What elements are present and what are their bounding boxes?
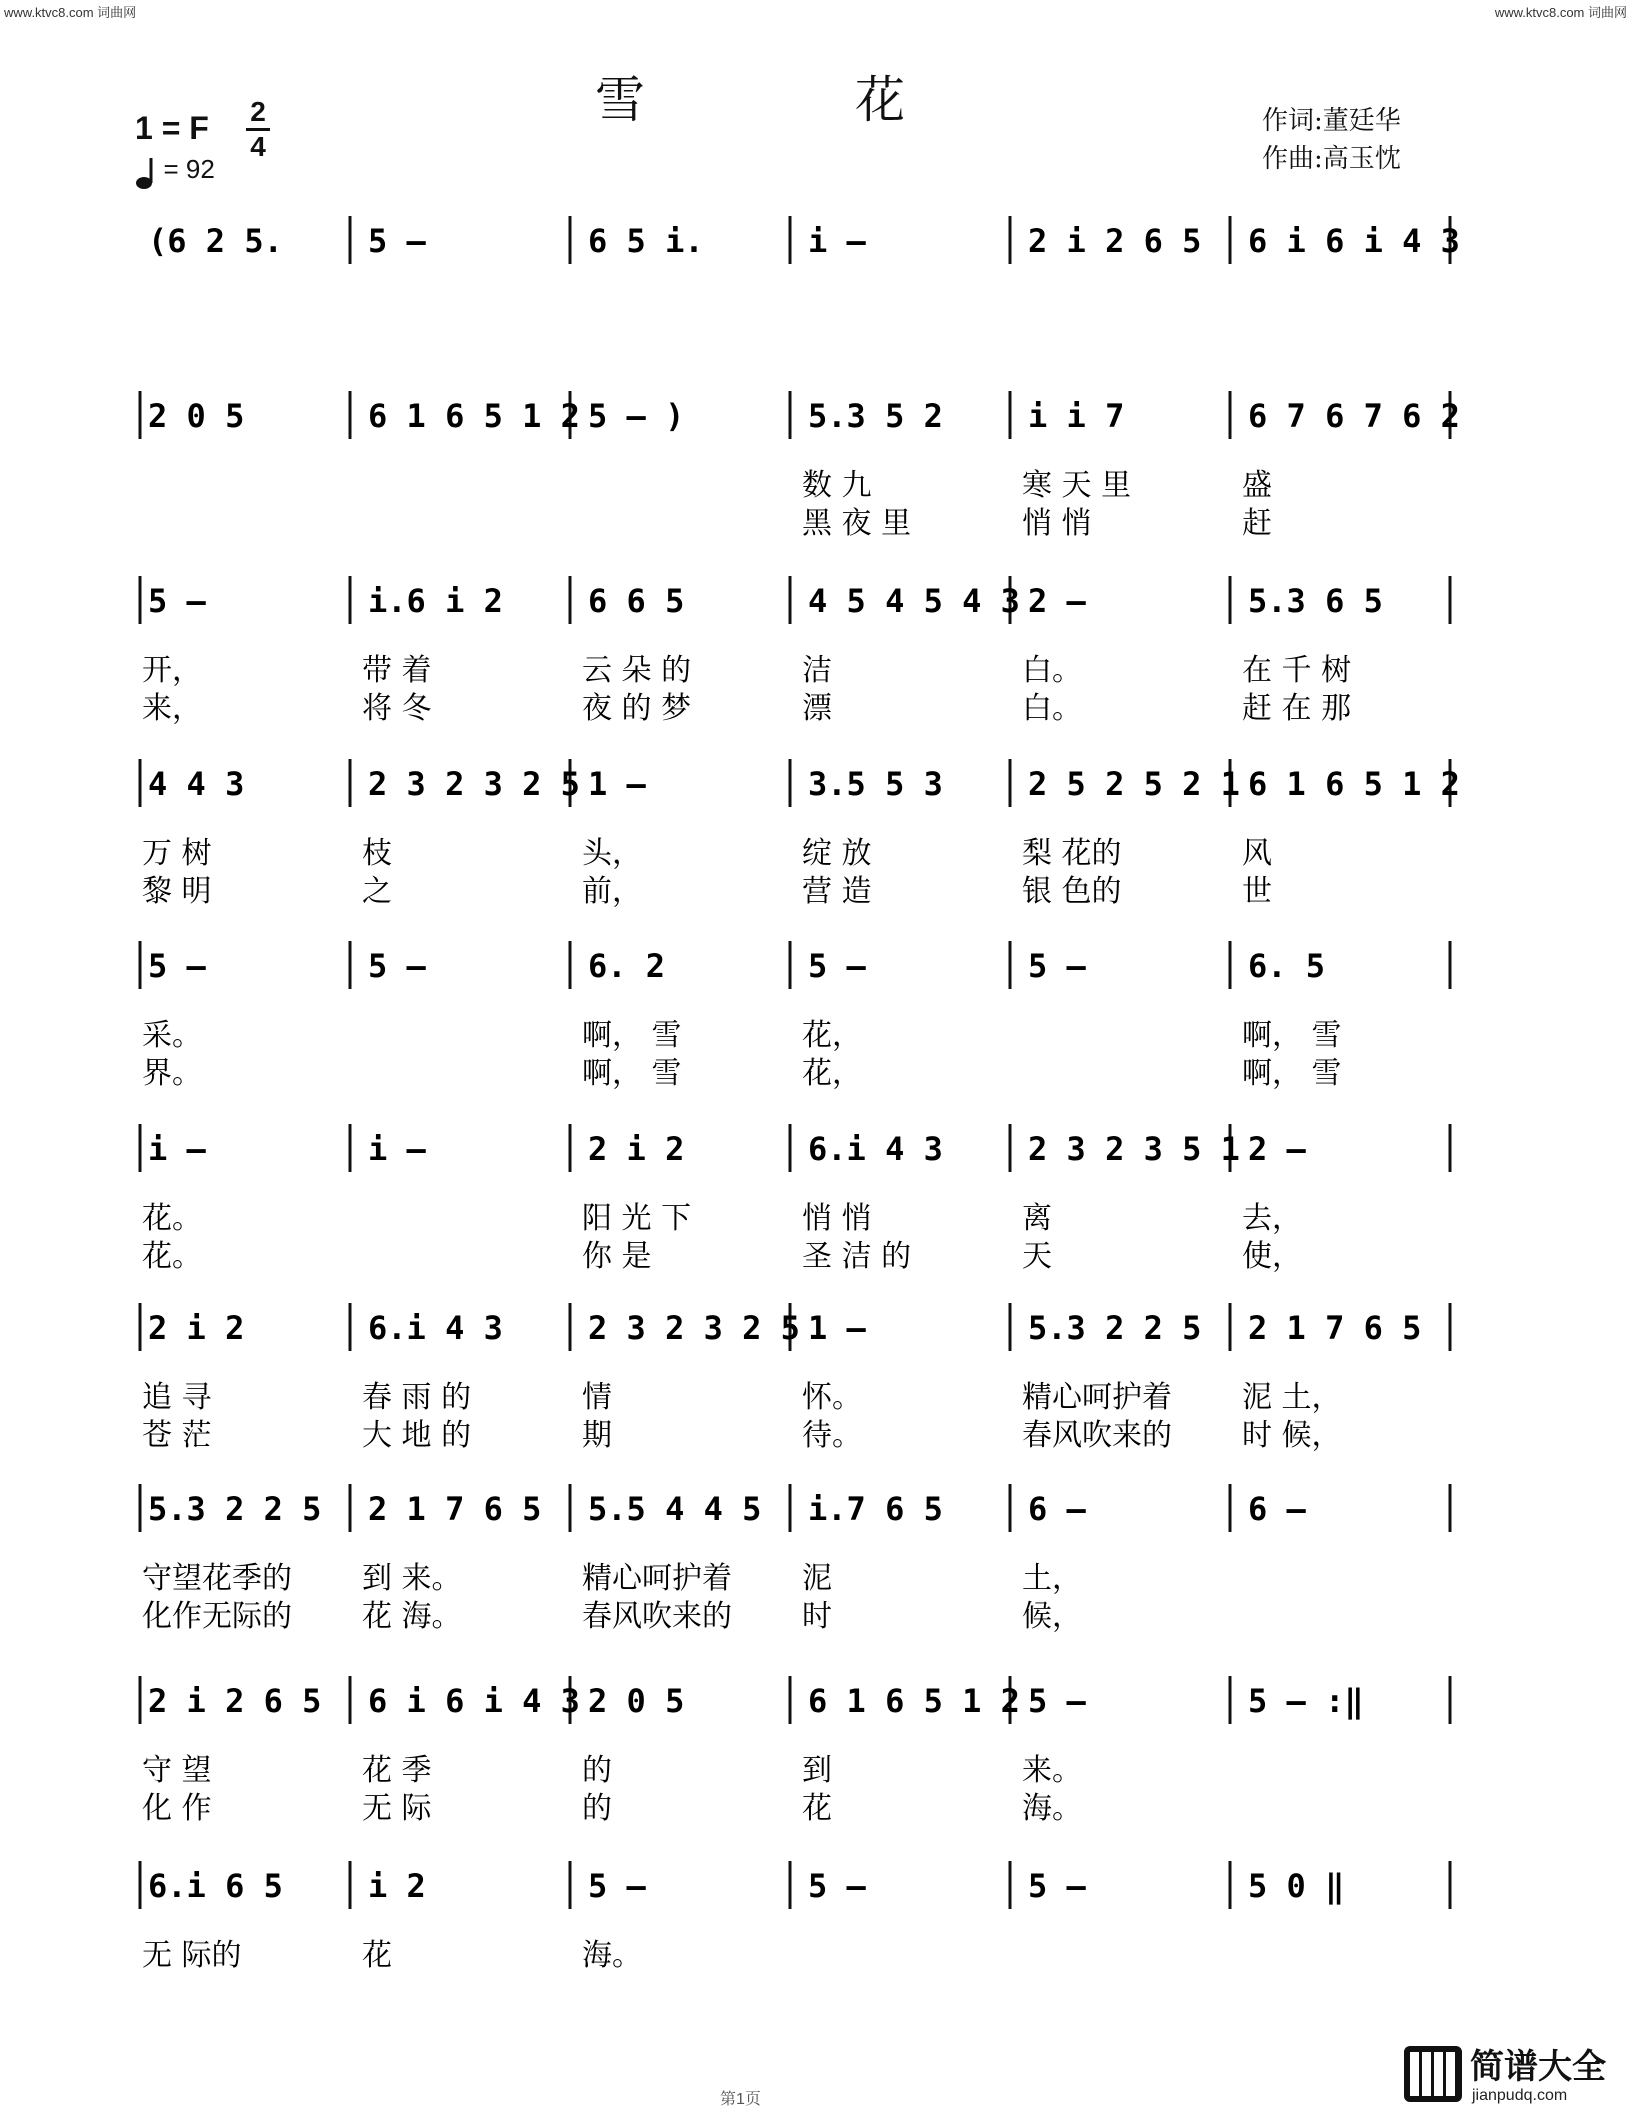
lyric-text: 天 [1022, 1239, 1052, 1274]
lyric-text: 泥 土， [1242, 1380, 1342, 1415]
lyric-text: 离 [1022, 1201, 1052, 1236]
lyric-text: 待。 [802, 1418, 862, 1453]
measure-notes: 2 1 7 6 5 [368, 1490, 542, 1528]
page-number: 第1页 [720, 2091, 761, 2108]
measure-notes: 4 5 4 5 4 3 [808, 582, 1020, 620]
measure-notes: 6.i 4 3 [368, 1309, 503, 1347]
lyric-text: 花。 [142, 1201, 202, 1236]
lyric-text: 守 望 [142, 1753, 212, 1788]
lyric-text: 世 [1242, 874, 1272, 909]
lyric-text: 春 雨 的 [362, 1380, 472, 1415]
measure-notes: (6 2 5. [148, 222, 283, 260]
score-line [140, 391, 1460, 541]
measure-notes: i – [808, 222, 866, 260]
measure-notes: 6. 5 [1248, 947, 1326, 985]
measure-notes: i – [148, 1130, 206, 1168]
lyric-text: 阳 光 下 [582, 1201, 692, 1236]
lyric-text: 风 [1242, 836, 1272, 871]
measure-notes: 5 – [1028, 1867, 1086, 1905]
lyric-text: 海。 [1022, 1791, 1082, 1826]
measure-notes: 2 3 2 3 2 5 [368, 765, 580, 803]
logo-name: 简谱大全 [1470, 2047, 1606, 2087]
lyric-text: 候， [1022, 1599, 1082, 1634]
lyric-text: 洁 [802, 653, 832, 688]
measure-notes: 2 1 7 6 5 [1248, 1309, 1422, 1347]
time-signature-top: 2 [250, 96, 266, 127]
lyric-text: 开， [142, 653, 202, 688]
lyric-text: 悄 悄 [802, 1201, 872, 1236]
lyric-text: 时 候， [1242, 1418, 1342, 1453]
lyric-text: 啊， 雪 [1242, 1018, 1342, 1053]
measure-notes: 5 – ) [588, 397, 685, 435]
measure-notes: 1 – [588, 765, 646, 803]
lyric-text: 追 寻 [142, 1380, 212, 1415]
measure-notes: 2 0 5 [148, 397, 245, 435]
lyric-text: 来。 [1022, 1753, 1082, 1788]
lyric-text: 无 际的 [142, 1938, 242, 1973]
lyric-text: 怀。 [802, 1380, 862, 1415]
key-signature: 1 = F [135, 110, 209, 146]
lyric-text: 化作无际的 [142, 1599, 292, 1634]
measure-notes: 5.3 6 5 [1248, 582, 1383, 620]
measure-notes: 5 – [368, 947, 426, 985]
lyric-text: 采。 [142, 1018, 202, 1053]
lyric-text: 到 [802, 1753, 832, 1788]
lyric-text: 圣 洁 的 [802, 1239, 912, 1274]
lyric-text: 到 来。 [362, 1561, 462, 1596]
measure-notes: 2 – [1028, 582, 1086, 620]
lyric-text: 之 [362, 874, 392, 909]
measure-notes: 2 i 2 [588, 1130, 685, 1168]
measure-notes: 6 7 6 7 6 2 [1248, 397, 1460, 435]
lyric-text: 的 [582, 1791, 612, 1826]
score-line [140, 1861, 1450, 1973]
measure-notes: i – [368, 1130, 426, 1168]
lyric-text: 带 着 [362, 653, 432, 688]
measure-notes: 2 5 2 5 2 1 [1028, 765, 1240, 803]
measure-notes: 6.i 6 5 [148, 1867, 283, 1905]
measure-notes: 5 – :‖ [1248, 1682, 1364, 1720]
lyric-text: 大 地 的 [362, 1418, 472, 1453]
lyric-text: 数 九 [802, 468, 872, 503]
lyric-text: 使， [1242, 1239, 1302, 1274]
measure-notes: 5 – [1028, 1682, 1086, 1720]
measure-notes: 2 i 2 6 5 [1028, 222, 1202, 260]
measure-notes: i.6 i 2 [368, 582, 503, 620]
score-line [140, 576, 1450, 726]
lyric-text: 营 造 [802, 874, 872, 909]
measure-notes: 2 3 2 3 2 5 [588, 1309, 800, 1347]
site-logo [1402, 2040, 1624, 2106]
measure-notes: 5 – [1028, 947, 1086, 985]
measure-notes: 6. 2 [588, 947, 666, 985]
lyric-text: 漂 [802, 691, 832, 726]
lyric-text: 悄 悄 [1022, 506, 1092, 541]
measure-notes: 5.3 5 2 [808, 397, 943, 435]
measure-notes: 5 – [588, 1867, 646, 1905]
lyric-text: 啊， 雪 [582, 1018, 682, 1053]
lyric-text: 头， [582, 836, 642, 871]
measure-notes: i 2 [368, 1867, 426, 1905]
lyric-text: 去， [1242, 1201, 1302, 1236]
logo-url: jianpudq.com [1472, 2087, 1568, 2104]
measure-notes: 5 – [148, 947, 206, 985]
lyric-text: 盛 [1242, 468, 1272, 503]
lyric-text: 寒 天 里 [1022, 468, 1132, 503]
site-url-right: www.ktvc8.com 词曲网 [1494, 5, 1627, 20]
measure-notes: 6 1 6 5 1 2 [808, 1682, 1020, 1720]
lyric-text: 白。 [1022, 653, 1082, 688]
song-title: 雪 花 [595, 71, 907, 129]
measure-notes: 5 – [808, 947, 866, 985]
measure-notes: 2 3 2 3 5 1 [1028, 1130, 1240, 1168]
lyric-text: 无 际 [362, 1791, 432, 1826]
measure-notes: 6 i 6 i 4 3 [368, 1682, 580, 1720]
measure-notes: 6 – [1248, 1490, 1306, 1528]
measure-notes: 6 i 6 i 4 3 [1248, 222, 1460, 260]
lyric-text: 在 千 树 [1242, 653, 1352, 688]
measure-notes: 2 – [1248, 1130, 1306, 1168]
lyric-text: 啊， 雪 [1242, 1056, 1342, 1091]
lyric-text: 化 作 [142, 1791, 212, 1826]
lyric-text: 梨 花的 [1022, 836, 1122, 871]
lyric-text: 白。 [1022, 691, 1082, 726]
lyric-text: 银 色的 [1022, 874, 1122, 909]
measure-notes: 5 – [368, 222, 426, 260]
lyric-text: 你 是 [582, 1239, 652, 1274]
lyric-text: 泥 [802, 1561, 832, 1596]
lyric-text: 花 [362, 1938, 392, 1973]
lyric-text: 界。 [142, 1056, 202, 1091]
measure-notes: 5.3 2 2 5 [1028, 1309, 1202, 1347]
score-line [140, 1676, 1450, 1826]
measure-notes: 6.i 4 3 [808, 1130, 943, 1168]
measure-notes: 5.5 4 4 5 [588, 1490, 762, 1528]
lyric-text: 精心呵护着 [1022, 1380, 1172, 1415]
measure-notes: 5 – [148, 582, 206, 620]
measure-notes: 3.5 5 3 [808, 765, 943, 803]
score-line [140, 1124, 1450, 1274]
lyric-text: 花 [802, 1791, 832, 1826]
lyric-text: 的 [582, 1753, 612, 1788]
tempo-value: = 92 [163, 154, 215, 184]
measure-notes: 4 4 3 [148, 765, 245, 803]
measure-notes: 2 i 2 6 5 [148, 1682, 322, 1720]
lyric-text: 枝 [362, 836, 392, 871]
measure-notes: 6 6 5 [588, 582, 685, 620]
score-line [140, 1303, 1450, 1453]
lyric-text: 黑 夜 里 [802, 506, 912, 541]
lyric-text: 花， [802, 1018, 862, 1053]
lyric-text: 赶 在 那 [1242, 691, 1352, 726]
time-signature-bottom: 4 [250, 131, 266, 162]
lyric-text: 苍 茫 [142, 1418, 212, 1453]
measure-notes: 5.3 2 2 5 [148, 1490, 322, 1528]
lyric-text: 土， [1022, 1561, 1082, 1596]
lyric-text: 时 [802, 1599, 832, 1634]
lyric-text: 啊， 雪 [582, 1056, 682, 1091]
lyric-text: 守望花季的 [142, 1561, 292, 1596]
measure-notes: 1 – [808, 1309, 866, 1347]
measure-notes: i.7 6 5 [808, 1490, 943, 1528]
measure-notes: 6 – [1028, 1490, 1086, 1528]
score-line [140, 1484, 1450, 1634]
lyric-text: 花 季 [362, 1753, 432, 1788]
lyric-text: 春风吹来的 [1022, 1418, 1172, 1453]
lyric-text: 万 树 [142, 836, 212, 871]
lyric-text: 夜 的 梦 [582, 691, 692, 726]
composer-credit: 作曲:高玉忱 [1262, 144, 1401, 174]
lyric-text: 花， [802, 1056, 862, 1091]
lyric-text: 绽 放 [802, 836, 872, 871]
lyric-text: 黎 明 [142, 874, 212, 909]
measure-notes: 5 – [808, 1867, 866, 1905]
lyric-text: 将 冬 [362, 691, 432, 726]
lyric-text: 海。 [582, 1938, 642, 1973]
lyric-text: 花 海。 [362, 1599, 462, 1634]
measure-notes: i i 7 [1028, 397, 1125, 435]
lyric-text: 赶 [1242, 506, 1272, 541]
measure-notes: 6 1 6 5 1 2 [368, 397, 580, 435]
measure-notes: 6 1 6 5 1 2 [1248, 765, 1460, 803]
site-url-left: www.ktvc8.com 词曲网 [4, 5, 137, 20]
measure-notes: 6 5 i. [588, 222, 704, 260]
lyric-text: 期 [582, 1418, 612, 1453]
score-line [140, 759, 1460, 909]
lyric-text: 花。 [142, 1239, 202, 1274]
score-line [140, 941, 1450, 1091]
lyric-text: 精心呵护着 [582, 1561, 732, 1596]
lyric-text: 来， [142, 691, 202, 726]
measure-notes: 2 i 2 [148, 1309, 245, 1347]
lyric-text: 情 [582, 1380, 612, 1415]
lyric-text: 春风吹来的 [582, 1599, 732, 1634]
score-line [148, 216, 1460, 264]
lyric-text: 云 朵 的 [582, 653, 692, 688]
measure-notes: 2 0 5 [588, 1682, 685, 1720]
lyricist-credit: 作词:董廷华 [1262, 106, 1401, 136]
measure-notes: 5 0 ‖ [1248, 1867, 1345, 1905]
lyric-text: 前， [582, 874, 642, 909]
piano-keys-icon [1404, 2046, 1462, 2102]
